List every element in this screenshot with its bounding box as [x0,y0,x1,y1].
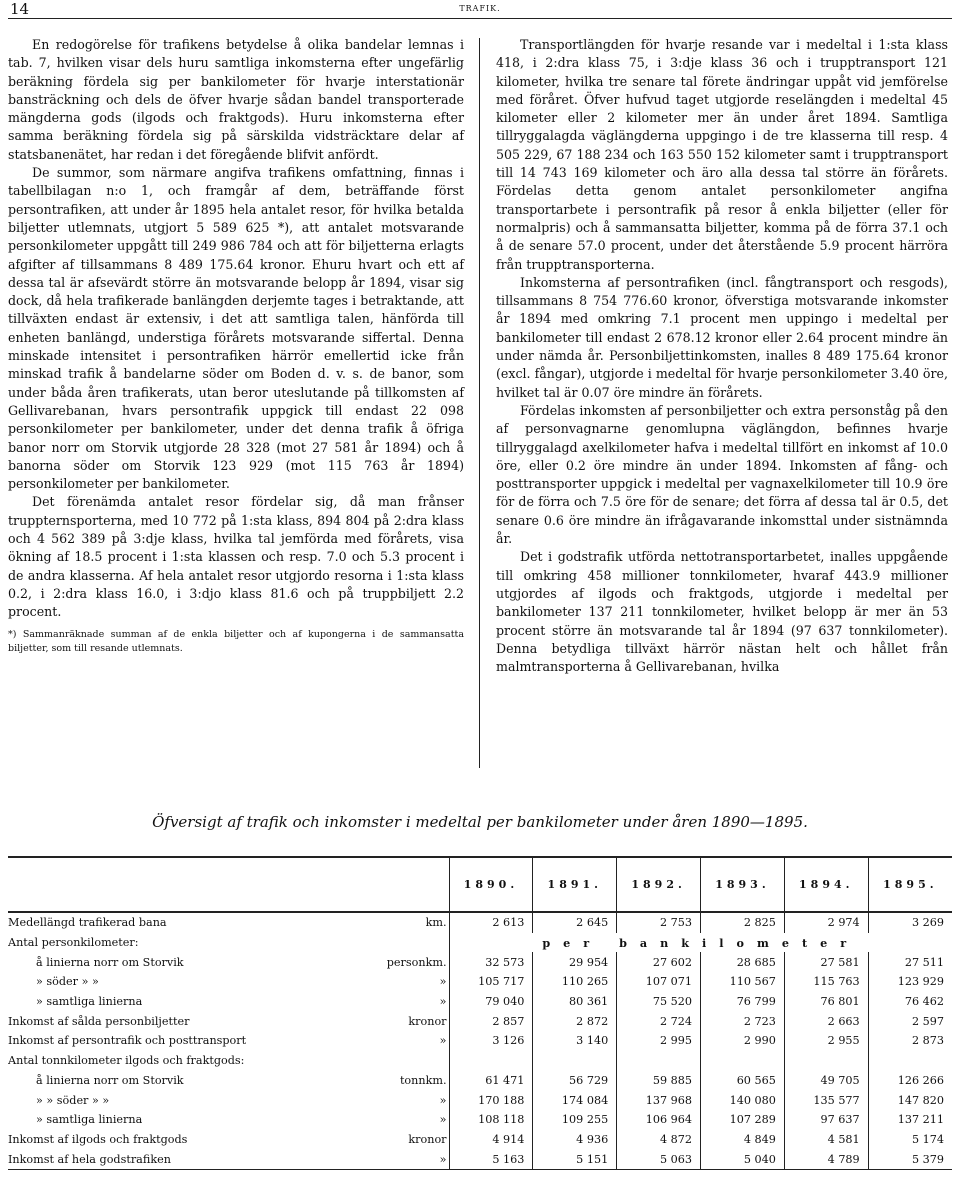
table-header-row [8,857,952,912]
table-cell: 4 849 [701,1130,785,1150]
table-cell: 4 936 [533,1130,617,1150]
year-header-1891: 1891. [533,857,617,912]
row-unit: » [439,1093,447,1107]
table-cell: 107 071 [617,972,701,992]
table-cell: 135 577 [784,1090,868,1110]
table-cell: 2 753 [617,912,701,933]
per-bankilometer-label: per bankilometer [449,933,952,953]
row-unit: » [439,975,447,989]
table-cell: 76 799 [701,992,785,1012]
table-cell: 109 255 [533,1110,617,1130]
table-cell: 107 289 [701,1110,785,1130]
running-head: TRAFIK. [459,4,501,13]
table-cell: 170 188 [449,1090,533,1110]
table-row [8,952,952,972]
row-label-text: Inkomst af ilgods och fraktgods [8,1132,188,1146]
right-paragraph-2: Inkomsterna af persontrafiken (incl. fångtransport och resgods), tillsammans 8 754 776.60 kronor, öfverstiga motsvarande inkomster år 1894 med omkring 7.1 procent men uppingo i medeltal per bankilometer till endast 2 678.12 kronor eller 2.64 procent mindre än under nämda år. Personbiljettinkomsten, inalles 8 489 175.64 kronor (excl. fångar), utgjorde i medeltal för hvarje personkilometer 3.40 öre, hvilket tal är 0.07 öre mindre än förårets. [496,274,948,400]
table-cell: 56 729 [533,1071,617,1091]
row-label-text: å linierna norr om Storvik [36,1073,184,1087]
table-cell: 5 063 [617,1149,701,1169]
table-cell: 76 462 [868,992,952,1012]
row-label [8,1011,449,1031]
footnote: *) Sammanräknade summan af de enkla biljetter och af kupongerna i de sammansatta biljetter, som till resande utlemnats. [8,628,464,654]
row-label [8,1051,449,1071]
table-cell: 3 140 [533,1031,617,1051]
row-label-text: Antal tonnkilometer ilgods och fraktgods: [8,1054,245,1068]
row-label-text: Medellängd trafikerad bana [8,916,167,930]
table-cell: 106 964 [617,1110,701,1130]
row-label-text: » » söder » » [36,1093,110,1107]
row-label-text: » söder » » [36,975,99,989]
row-label-text: » samtliga linierna [36,995,143,1009]
row-label [8,972,449,992]
table-cell: 27 511 [868,952,952,972]
table-cell: 27 581 [784,952,868,972]
table-cell: 76 801 [784,992,868,1012]
table-row [8,1011,952,1031]
table-cell: 97 637 [784,1110,868,1130]
table-cell: 75 520 [617,992,701,1012]
left-paragraph-3: Det förenämda antalet resor fördelar sig, då man frånser truppternsporterna, med 10 772 på 1:sta klass, 894 804 på 2:dra klass och 4 562 389 på 3:dje klass, hvilka tal jemförda med förårets, visa ökning af 18.5 procent i 1:sta klassen och resp. 7.0 och 5.3 procent i de andra klasserna. Af hela antalet resor utgjordo resorna i 1:sta klass 0.2, i 2:dra klass 16.0, i 3:djo klass 81.6 och på truppbiljett 2.2 procent. [8,494,464,620]
table-row [8,1071,952,1091]
table-cell-empty [617,1051,701,1071]
table-cell: 2 872 [533,1011,617,1031]
table-cell-empty [449,1051,533,1071]
table-cell: 2 974 [784,912,868,933]
table-cell: 59 885 [617,1071,701,1091]
table-body [8,912,952,1169]
year-header-1894: 1894. [784,857,868,912]
year-header-1893: 1893. [701,857,785,912]
table-cell: 29 954 [533,952,617,972]
row-label-text: å linierna norr om Storvik [36,955,184,969]
table-cell-empty [533,1051,617,1071]
table-title: Öfversigt af trafik och inkomster i medeltal per bankilometer under åren 1890—1895. [152,813,808,831]
row-unit: km. [425,916,447,930]
table-header-blank [8,857,449,912]
left-paragraph-1: En redogörelse för trafikens betydelse å olika bandelar lemnas i tab. 7, hvilken visar dels huru samtliga inkomsterna efter ungefärlig beräkning fördela sig per bankilometer för hvarje interstationär bansträckning och dels de öfver hvarje sådan bandel transporterade mängderna gods (ilgods och fraktgods). Huru inkomsterna efter samma beräkning fördela sig på särskilda vidsträcktare delar af statsbanenätet, har redan i det föregående blifvit anfördt. [8,37,464,162]
row-label-text: » samtliga linierna [36,1113,143,1127]
row-label [8,1031,449,1051]
table-row [8,1149,952,1169]
table-cell-empty [784,1051,868,1071]
table-cell: 2 645 [533,912,617,933]
row-unit: personkm. [386,955,447,969]
row-label [8,992,449,1012]
year-header-1895: 1895. [868,857,952,912]
row-label-text: Inkomst af hela godstrafiken [8,1152,171,1166]
table-cell: 4 581 [784,1130,868,1150]
table-cell: 2 613 [449,912,533,933]
statistics-table [8,856,952,1170]
table-cell: 2 857 [449,1011,533,1031]
table-cell: 110 567 [701,972,785,992]
table-row [8,1110,952,1130]
table-cell: 3 269 [868,912,952,933]
row-label [8,912,449,933]
table-cell: 2 597 [868,1011,952,1031]
table-cell: 5 040 [701,1149,785,1169]
table-cell: 147 820 [868,1090,952,1110]
row-unit: » [439,995,447,1009]
table-cell: 5 174 [868,1130,952,1150]
table-cell: 137 211 [868,1110,952,1130]
left-paragraph-2: De summor, som närmare angifva trafikens omfattning, finnas i tabellbilagan n:o 1, och framgår af dem, beträffande först persontrafiken, att under år 1895 hela antalet resor, för hvilka betalda biljetter utlemnats, utgjort 5 589 625 *), att antalet motsvarande personkilometer uppgått till 249 986 784 och att för biljetterna erlagts afgifter af tillsammans 8 489 175.64 kronor. Ehuru hvart och ett af dessa tal är afsevärdt större än motsvarande belopp år 1894, visar sig dock, då hela trafikerade banlängden derjemte tages i betraktande, att tillväxten endast är extensiv, i det att samtliga talen, hänförda till enheten banlängd, understiga förårets motsvarande siffertal. Denna minskade intensitet i persontrafiken härrör emellertid icke från minskad trafik å bandelarne söder om Boden d. v. s. de banor, som under båda åren trafikerats, utan beror uteslutande på tillkomsten af Gellivarebanan, hvars persontrafik uppgick till endast 22 098 personkilometer per bankilometer, under det denna trafik å öfriga banor norr om Storvik utgjorde 28 328 (mot 27 581 år 1894) och å banorna söder om Storvik 123 929 (mot 115 763 år 1894) personkilometer per bankilometer. [8,165,464,492]
table-cell-empty [701,1051,785,1071]
table-cell: 105 717 [449,972,533,992]
table-cell: 4 872 [617,1130,701,1150]
table-cell: 123 929 [868,972,952,992]
row-unit: » [439,1152,447,1166]
table-cell: 2 955 [784,1031,868,1051]
row-unit: kronor [408,1014,447,1028]
table-row [8,1051,952,1071]
table-cell: 2 990 [701,1031,785,1051]
row-label [8,952,449,972]
row-label-text: Inkomst af persontrafik och posttransport [8,1034,247,1048]
row-label [8,1071,449,1091]
row-unit: » [439,1034,447,1048]
right-paragraph-4: Det i godstrafik utförda nettotransportarbetet, inalles uppgående till omkring 458 millioner tonnkilometer, hvaraf 443.9 millioner utgjordes af ilgods och fraktgods, utgjorde i medeltal per bankilometer 137 211 tonnkilometer, hvilket belopp är mer än 53 procent större än motsvarande tal år 1894 (97 637 tonnkilometer). Denna betydliga tillväxt härrör nästan helt och hållet från malmtransporterna å Gellivarebanan, hvilka [496,549,948,675]
row-label [8,1090,449,1110]
table-cell: 28 685 [701,952,785,972]
column-divider [479,38,480,768]
row-label [8,1110,449,1130]
table-cell: 110 265 [533,972,617,992]
row-label [8,933,449,953]
table-row [8,992,952,1012]
row-unit: » [439,1113,447,1127]
table-cell: 27 602 [617,952,701,972]
table-row [8,912,952,933]
table-row [8,933,952,953]
table-cell: 80 361 [533,992,617,1012]
right-paragraph-1: Transportlängden för hvarje resande var i medeltal i 1:sta klass 418, i 2:dra klass 75, i 3:dje klass 36 och i trupptransport 121 kilometer, hvilka tre senare tal förete ändringar uppåt vid jemförelse med föråret. Öfver hufvud taget utgjorde reselängden i medeltal 45 kilometer eller 2 kilometer mer än under året 1894. Samtliga tillryggalagda väglängderna uppgingo i de tre klasserna till resp. 4 505 229, 67 188 234 och 163 550 152 kilometer samt i trupptransport till 14 743 169 kilometer och äro alla dessa tal större än förårets. Fördelas detta genom antalet personkilometer angifna transportarbete i persontrafik på resor å enkla biljetter (eller för normalpris) och å sammansatta biljetter, komma på de förra 37.1 och å de senare 57.0 procent, under det återstående 5.9 procent härröra från trupptransporterna. [496,37,948,272]
table-cell: 61 471 [449,1071,533,1091]
row-label-text: Antal personkilometer: [8,936,139,950]
table-row [8,1031,952,1051]
table-cell: 174 084 [533,1090,617,1110]
table-row [8,1130,952,1150]
table-cell: 140 080 [701,1090,785,1110]
table-cell: 126 266 [868,1071,952,1091]
table-cell: 115 763 [784,972,868,992]
table-cell: 5 163 [449,1149,533,1169]
table-cell: 2 825 [701,912,785,933]
row-label [8,1130,449,1150]
table-cell: 108 118 [449,1110,533,1130]
row-label [8,1149,449,1169]
table-cell: 60 565 [701,1071,785,1091]
table-cell: 4 789 [784,1149,868,1169]
page-number: 14 [10,0,30,18]
left-column [8,36,464,656]
table-cell: 32 573 [449,952,533,972]
table-cell: 3 126 [449,1031,533,1051]
table-cell: 137 968 [617,1090,701,1110]
table-cell: 4 914 [449,1130,533,1150]
table-cell: 49 705 [784,1071,868,1091]
year-header-1890: 1890. [449,857,533,912]
table-cell: 5 151 [533,1149,617,1169]
table-cell: 79 040 [449,992,533,1012]
year-header-1892: 1892. [617,857,701,912]
table-row [8,972,952,992]
row-unit: tonnkm. [399,1073,447,1087]
right-paragraph-3: Fördelas inkomsten af personbiljetter och extra personståg på den af personvagnarne genomlupna väglängdon, befinnes hvarje tillryggalagd axelkilometer hafva i medeltal tillfört en inkomst af 10.0 öre, eller 0.2 öre mindre än under 1894. Inkomsten af fång- och posttransporter uppgick i medeltal per vagnaxelkilometer till 10.9 öre för de förra och 7.5 öre för de senare; det förra af dessa tal är 0.5, det senare 0.6 öre mindre än ifrågavarande inkomsttal under sistnämnda år. [496,402,948,547]
table-cell: 2 873 [868,1031,952,1051]
right-column [496,36,948,676]
table-cell: 5 379 [868,1149,952,1169]
table-row [8,1090,952,1110]
header-rule [8,18,952,19]
table-cell: 2 723 [701,1011,785,1031]
statistics-table-container [8,856,952,1170]
row-unit: kronor [408,1132,447,1146]
table-cell: 2 724 [617,1011,701,1031]
table-cell: 2 995 [617,1031,701,1051]
table-cell-empty [868,1051,952,1071]
row-label-text: Inkomst af sålda personbiljetter [8,1014,190,1028]
table-cell: 2 663 [784,1011,868,1031]
